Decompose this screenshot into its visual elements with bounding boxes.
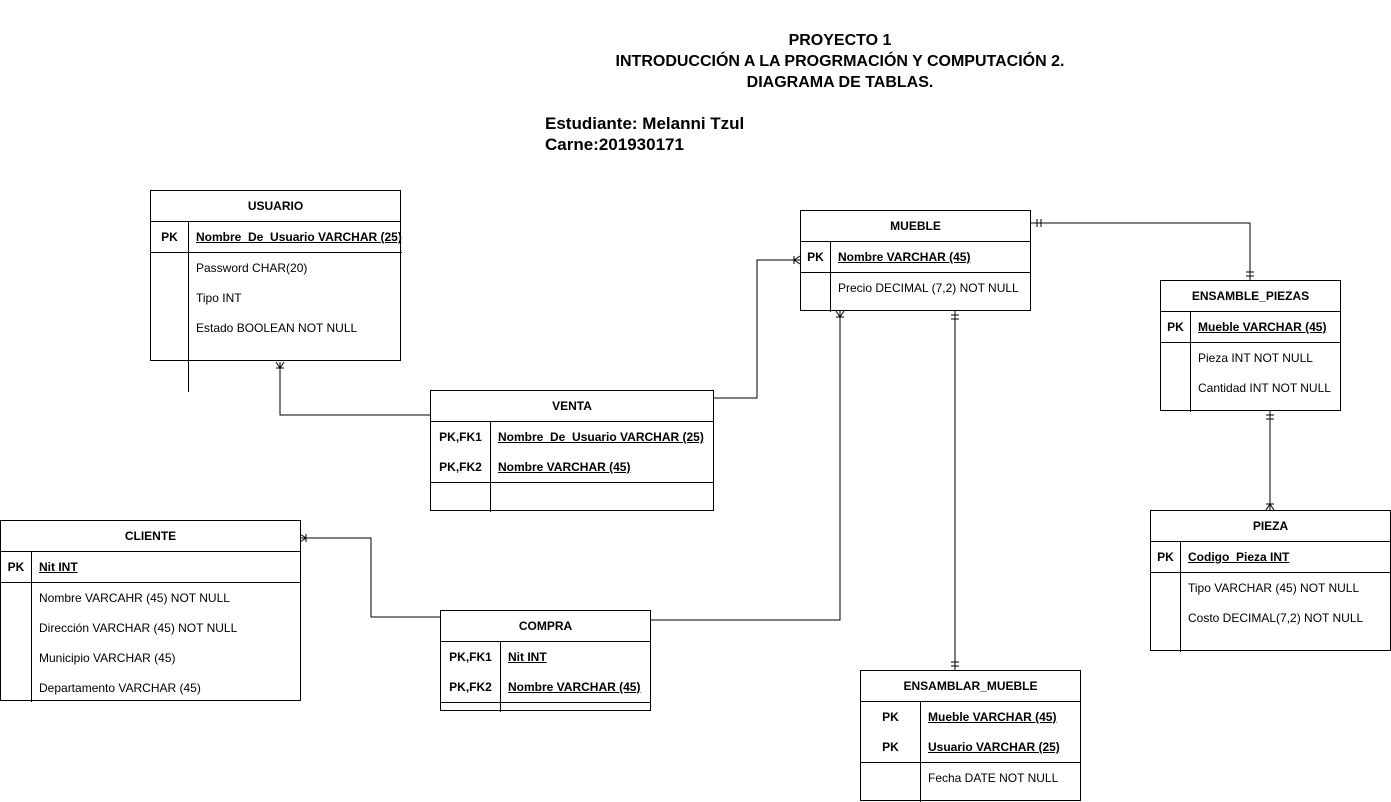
pk-field: Mueble VARCHAR (45) [1198,320,1327,334]
field: Precio DECIMAL (7,2) NOT NULL [838,281,1019,295]
table-header: MUEBLE [801,211,1030,242]
table-header: VENTA [431,391,713,422]
key-label: PK,FK2 [449,680,492,694]
pk-field: Nombre VARCHAR (45) [838,250,971,264]
table-ensamble-piezas[interactable] [1160,280,1341,411]
title-line-1: PROYECTO 1 [788,32,892,49]
key-label: PK,FK1 [439,430,482,444]
student-carne: Carne:201930171 [545,135,684,154]
pk-field: Nit INT [39,560,78,574]
edge-cliente-compra [300,538,440,617]
table-header: ENSAMBLE_PIEZAS [1161,281,1340,312]
pk-field: Nombre VARCHAR (45) [508,680,641,694]
pk-field: Mueble VARCHAR (45) [928,710,1057,724]
key-label: PK [882,710,899,724]
key-label: PK [882,740,899,754]
table-header: CLIENTE [1,521,300,552]
pk-field: Nombre_De_Usuario VARCHAR (25) [196,230,402,244]
title-line-2: INTRODUCCIÓN A LA PROGRMACIÓN Y COMPUTACIÓN 2. [615,53,1065,70]
table-header: COMPRA [441,611,650,642]
field: Fecha DATE NOT NULL [928,771,1059,785]
key-label: PK,FK1 [449,650,492,664]
pk-field: Nombre VARCHAR (45) [498,460,631,474]
pk-field: Codigo_Pieza INT [1188,550,1290,564]
field: Municipio VARCHAR (45) [39,651,176,665]
field: Tipo VARCHAR (45) NOT NULL [1188,581,1360,595]
key-label: PK [161,230,178,244]
field: Cantidad INT NOT NULL [1198,381,1331,395]
table-header: PIEZA [1151,511,1390,542]
key-label: PK,FK2 [439,460,482,474]
field: Estado BOOLEAN NOT NULL [196,321,358,335]
table-pieza[interactable] [1150,510,1391,651]
key-label: PK [1167,320,1184,334]
field: Nombre VARCAHR (45) NOT NULL [39,591,230,605]
key-label: PK [1157,550,1174,564]
table-header: USUARIO [151,191,400,222]
field: Costo DECIMAL(7,2) NOT NULL [1188,611,1364,625]
table-venta[interactable] [430,390,714,511]
field: Pieza INT NOT NULL [1198,351,1313,365]
field: Tipo INT [196,291,242,305]
pk-field: Usuario VARCHAR (25) [928,740,1060,754]
student-name: Estudiante: Melanni Tzul [545,114,745,133]
edge-mueble-venta [713,260,800,398]
pk-field: Nombre_De_Usuario VARCHAR (25) [498,430,704,444]
table-usuario[interactable] [150,190,401,361]
edge-mueble-ensamble [1031,223,1250,280]
field: Password CHAR(20) [196,261,308,275]
table-header: ENSAMBLAR_MUEBLE [861,671,1080,702]
field: Dirección VARCHAR (45) NOT NULL [39,621,238,635]
field: Departamento VARCHAR (45) [39,681,201,695]
table-mueble[interactable] [800,210,1031,311]
title-line-3: DIAGRAMA DE TABLAS. [746,74,934,91]
table-compra[interactable] [440,610,651,711]
table-ensamblar-mueble[interactable] [860,670,1081,801]
table-cliente[interactable] [0,520,301,701]
pk-field: Nit INT [508,650,547,664]
key-label: PK [807,250,824,264]
key-label: PK [7,560,25,574]
